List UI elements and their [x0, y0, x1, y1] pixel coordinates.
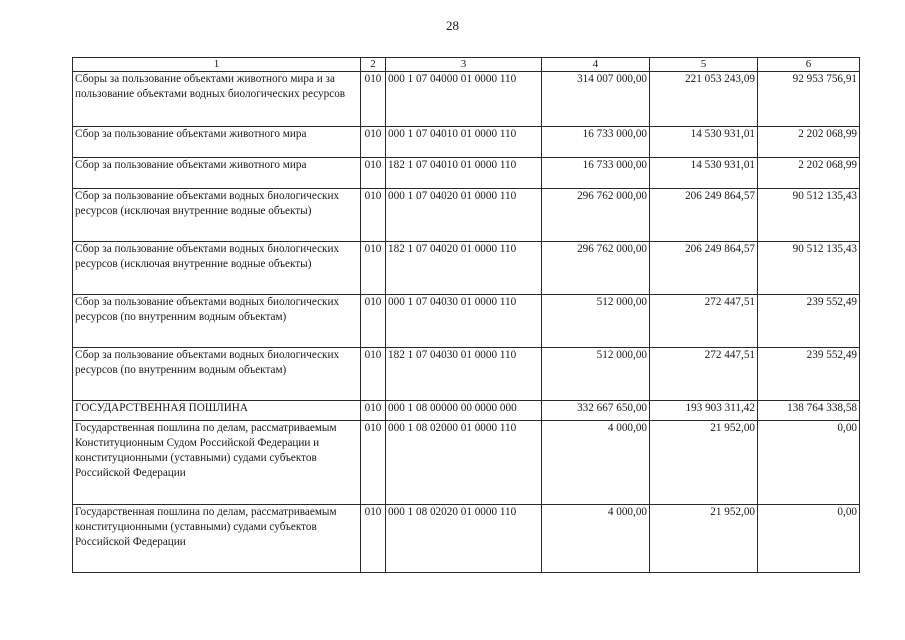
row-remaining-amount: 90 512 135,43	[758, 242, 860, 295]
row-remaining-amount: 2 202 068,99	[758, 127, 860, 158]
row-name: Сбор за пользование объектами водных биологических ресурсов (по внутренним водным объектам)	[73, 348, 361, 401]
row-name: Сбор за пользование объектами водных биологических ресурсов (исключая внутренние водные объекты)	[73, 242, 361, 295]
column-header-6: 6	[758, 58, 860, 72]
table-row	[73, 127, 860, 158]
table-row	[73, 158, 860, 189]
row-admin-code: 010	[361, 421, 386, 505]
row-budget-code: 000 1 08 02000 01 0000 110	[386, 421, 542, 505]
row-name: ГОСУДАРСТВЕННАЯ ПОШЛИНА	[73, 401, 361, 421]
row-executed-amount: 21 952,00	[650, 421, 758, 505]
column-header-4: 4	[542, 58, 650, 72]
row-approved-amount: 296 762 000,00	[542, 189, 650, 242]
row-admin-code: 010	[361, 348, 386, 401]
budget-table	[72, 57, 860, 573]
column-header-3: 3	[386, 58, 542, 72]
row-remaining-amount: 0,00	[758, 421, 860, 505]
row-executed-amount: 21 952,00	[650, 505, 758, 573]
row-budget-code: 000 1 08 02020 01 0000 110	[386, 505, 542, 573]
row-approved-amount: 4 000,00	[542, 505, 650, 573]
column-header-1: 1	[73, 58, 361, 72]
row-executed-amount: 193 903 311,42	[650, 401, 758, 421]
row-budget-code: 000 1 08 00000 00 0000 000	[386, 401, 542, 421]
row-executed-amount: 221 053 243,09	[650, 72, 758, 127]
table-row	[73, 242, 860, 295]
column-header-5: 5	[650, 58, 758, 72]
row-remaining-amount: 138 764 338,58	[758, 401, 860, 421]
row-admin-code: 010	[361, 295, 386, 348]
table-row	[73, 421, 860, 505]
table-row	[73, 72, 860, 127]
row-executed-amount: 272 447,51	[650, 295, 758, 348]
table-row	[73, 401, 860, 421]
row-approved-amount: 4 000,00	[542, 421, 650, 505]
row-name: Сбор за пользование объектами водных биологических ресурсов (исключая внутренние водные объекты)	[73, 189, 361, 242]
row-executed-amount: 14 530 931,01	[650, 127, 758, 158]
row-executed-amount: 206 249 864,57	[650, 242, 758, 295]
column-header-row	[73, 58, 860, 72]
row-budget-code: 000 1 07 04010 01 0000 110	[386, 127, 542, 158]
row-admin-code: 010	[361, 242, 386, 295]
row-approved-amount: 16 733 000,00	[542, 127, 650, 158]
row-remaining-amount: 2 202 068,99	[758, 158, 860, 189]
row-admin-code: 010	[361, 189, 386, 242]
row-remaining-amount: 0,00	[758, 505, 860, 573]
page-number: 28	[446, 18, 459, 33]
row-budget-code: 000 1 07 04020 01 0000 110	[386, 189, 542, 242]
row-remaining-amount: 90 512 135,43	[758, 189, 860, 242]
row-name: Государственная пошлина по делам, рассматриваемым конституционными (уставными) судами субъектов Российской Федерации	[73, 505, 361, 573]
row-admin-code: 010	[361, 505, 386, 573]
row-name: Сбор за пользование объектами водных биологических ресурсов (по внутренним водным объектам)	[73, 295, 361, 348]
row-approved-amount: 512 000,00	[542, 348, 650, 401]
row-remaining-amount: 239 552,49	[758, 348, 860, 401]
row-admin-code: 010	[361, 72, 386, 127]
row-executed-amount: 14 530 931,01	[650, 158, 758, 189]
row-admin-code: 010	[361, 158, 386, 189]
row-budget-code: 000 1 07 04000 01 0000 110	[386, 72, 542, 127]
row-name: Сбор за пользование объектами животного мира	[73, 158, 361, 189]
row-name: Государственная пошлина по делам, рассматриваемым Конституционным Судом Российской Федерации и конституционными (уставными) судами субъектов Российской Федерации	[73, 421, 361, 505]
row-approved-amount: 296 762 000,00	[542, 242, 650, 295]
row-remaining-amount: 92 953 756,91	[758, 72, 860, 127]
row-admin-code: 010	[361, 127, 386, 158]
row-budget-code: 000 1 07 04030 01 0000 110	[386, 295, 542, 348]
table-row	[73, 189, 860, 242]
table-row	[73, 295, 860, 348]
row-budget-code: 182 1 07 04020 01 0000 110	[386, 242, 542, 295]
row-budget-code: 182 1 07 04030 01 0000 110	[386, 348, 542, 401]
row-name: Сборы за пользование объектами животного мира и за пользование объектами водных биологических ресурсов	[73, 72, 361, 127]
table-row	[73, 505, 860, 573]
row-approved-amount: 332 667 650,00	[542, 401, 650, 421]
row-remaining-amount: 239 552,49	[758, 295, 860, 348]
row-approved-amount: 314 007 000,00	[542, 72, 650, 127]
table-row	[73, 348, 860, 401]
row-approved-amount: 512 000,00	[542, 295, 650, 348]
column-header-2: 2	[361, 58, 386, 72]
row-admin-code: 010	[361, 401, 386, 421]
row-name: Сбор за пользование объектами животного мира	[73, 127, 361, 158]
row-budget-code: 182 1 07 04010 01 0000 110	[386, 158, 542, 189]
row-approved-amount: 16 733 000,00	[542, 158, 650, 189]
row-executed-amount: 206 249 864,57	[650, 189, 758, 242]
row-executed-amount: 272 447,51	[650, 348, 758, 401]
